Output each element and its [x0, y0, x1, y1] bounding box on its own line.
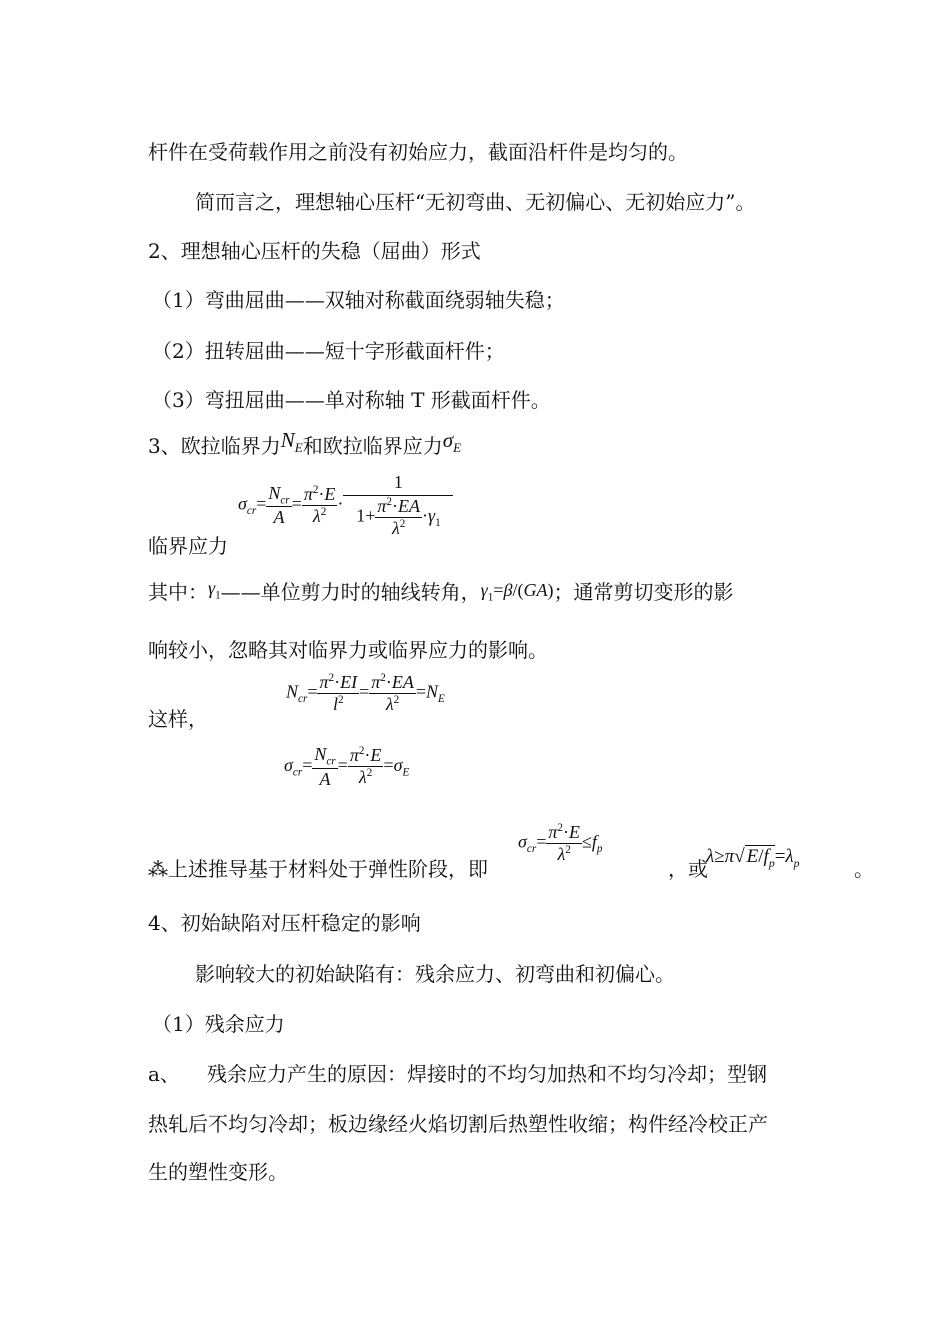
- formula-critical-stress-shear: $\sigma_{cr}=$ $\frac{N_{cr}}{A}$ = $\frac{\pi^2\cdot E}{\lambda^2}$ · 1 1+ $\frac{\pi^2\cdot EA}{\lambda^2}$ $\cdot\gamma_1$: [238, 472, 453, 539]
- section-heading-3: [148, 428, 462, 468]
- heading-3-part-1: 3、欧拉临界力: [148, 434, 281, 458]
- item-a-text: 残余应力产生的原因：焊接时的不均匀加热和不均匀冷却；型钢: [207, 1062, 767, 1086]
- gamma-definition: $\gamma_1=\beta/(GA)$: [480, 580, 554, 604]
- heading-3-part-2: 和欧拉临界应力: [302, 434, 443, 458]
- text-line-14: 影响较大的初始缺陷有：残余应力、初弯曲和初偏心。: [195, 962, 675, 986]
- text-line-1: 杆件在受荷载作用之前没有初始应力，截面沿杆件是均匀的。: [148, 140, 688, 164]
- list-item-3: （3）弯扭屈曲——单对称轴 T 形截面杆件。: [152, 388, 551, 412]
- text-line-18: 生的塑性变形。: [148, 1160, 288, 1184]
- list-item-1: （1）弯曲屈曲——双轴对称截面绕弱轴失稳；: [152, 288, 565, 312]
- note-elastic-stage-part-2: ，或: [668, 857, 708, 881]
- text-line-2: 简而言之，理想轴心压杆“无初弯曲、无初偏心、无初始应力”。: [195, 190, 756, 214]
- euler-stress-symbol: $\sigma_E$: [442, 428, 462, 456]
- label-thus: 这样，: [148, 707, 208, 731]
- text-line-17: 热轧后不均匀冷却；板边缘经火焰切割后热塑性收缩；构件经冷校正产: [148, 1112, 768, 1136]
- note-elastic-stage-part-3: 。: [854, 857, 874, 881]
- section-heading-2: 2、理想轴心压杆的失稳（屈曲）形式: [148, 239, 481, 263]
- euler-force-symbol: $N_E$: [280, 428, 303, 456]
- formula-critical-stress: $\sigma_{cr}=$ $\frac{N_{cr}}{A}$ = $\frac{\pi^2\cdot E}{\lambda^2}$ $=\sigma_E$: [284, 744, 410, 789]
- formula-slenderness-limit: λ≥π√ $E/f_p=\lambda_p$: [706, 846, 800, 870]
- label-critical-stress: 临界应力: [148, 534, 228, 558]
- note-elastic-stage-part-1: ⁂上述推导基于材料处于弹性阶段，即: [148, 857, 488, 881]
- formula-critical-force: $N_{cr}=$ $\frac{\pi^2\cdot EI}{l^2}$ = $\frac{\pi^2\cdot EA}{\lambda^2}$ $=N_E$: [286, 672, 445, 714]
- text-line-10: 响较小，忽略其对临界力或临界应力的影响。: [148, 638, 548, 662]
- subsection-heading-1: （1）残余应力: [152, 1012, 285, 1036]
- section-heading-4: 4、初始缺陷对压杆稳定的影响: [148, 911, 421, 935]
- item-a-label: a、: [148, 1062, 180, 1086]
- gamma-symbol: $\gamma_1$: [208, 578, 221, 602]
- text-line-where: 其中：$\gamma_1——$单位剪力时的轴线转角，$\gamma_1=\beta/(GA)$；通常剪切变形的影: [148, 578, 734, 604]
- list-item-2: （2）扭转屈曲——短十字形截面杆件；: [152, 339, 505, 363]
- formula-elastic-limit: $\sigma_{cr}=$ $\frac{\pi^2\cdot E}{\lambda^2}$ $\le f_p$: [518, 822, 603, 864]
